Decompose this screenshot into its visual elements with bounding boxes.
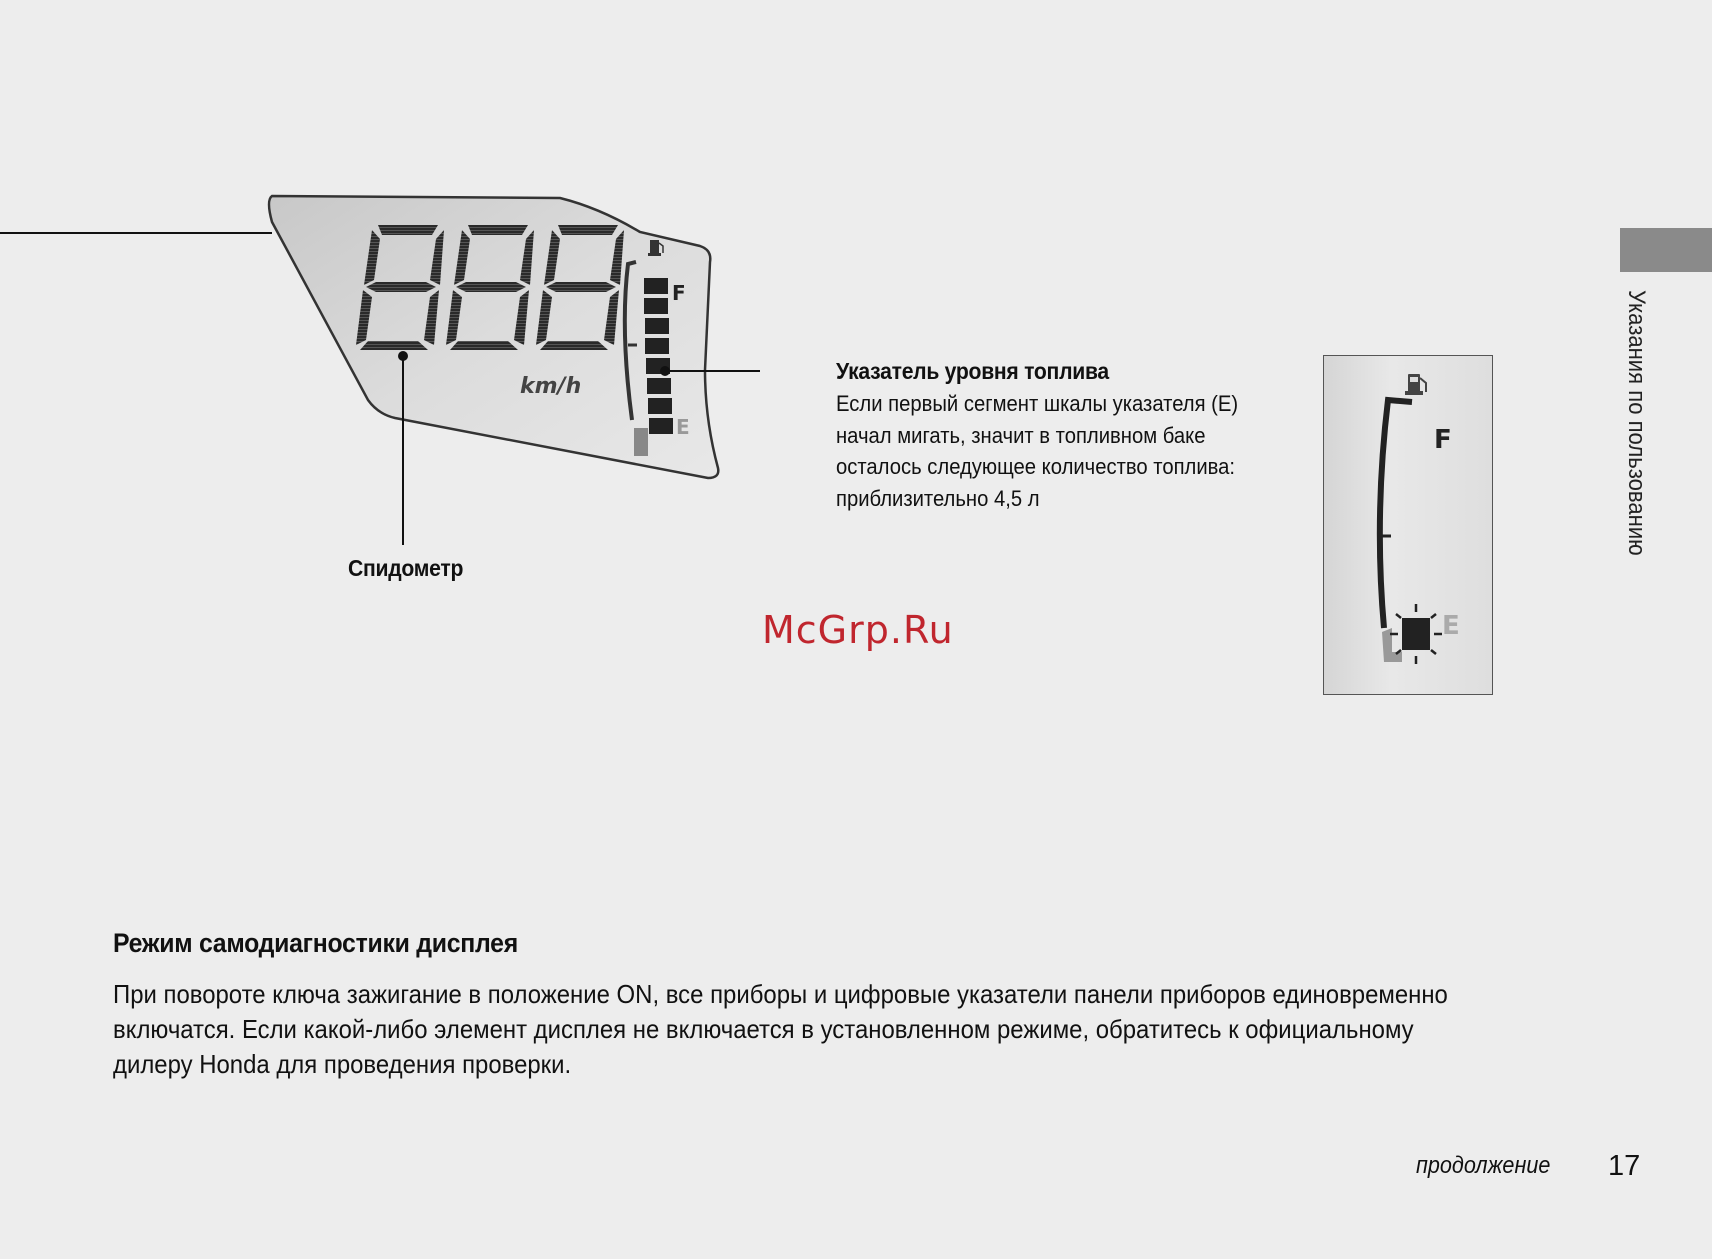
fuel-gauge-text	[836, 388, 1268, 514]
lcd-frame	[269, 196, 718, 478]
fuel-line: приблизительно 4,5 л	[836, 485, 1040, 511]
lcd-fuel-first-segment	[634, 428, 648, 456]
section-tab	[1620, 228, 1712, 272]
self-diagnosis-text	[113, 977, 1493, 1082]
body-line: дилеру Honda для проведения проверки.	[113, 1049, 572, 1079]
watermark: McGrp.Ru	[762, 608, 954, 652]
fuel-pump-icon	[1405, 374, 1426, 395]
continuation-note: продолжение	[1416, 1152, 1551, 1179]
fuel-line: Если первый сегмент шкалы указателя (E)	[836, 391, 1239, 416]
body-line: При повороте ключа зажигание в положение ON, все приборы и цифровые указатели панели приборов единовременно	[113, 979, 1448, 1009]
fuel-gauge-title: Указатель уровня топлива	[836, 358, 1109, 384]
detail-fuel-f: F	[1434, 425, 1452, 455]
fuel-gauge-detail	[1323, 355, 1493, 695]
body-line: включатся. Если какой-либо элемент дисплея не включается в установленном режиме, обратитесь к официальному	[113, 1014, 1414, 1044]
speedometer-label: Спидометр	[348, 555, 464, 581]
page-number: 17	[1608, 1150, 1641, 1182]
detail-fuel-e: E	[1442, 611, 1460, 641]
lcd-fuel-f: F	[672, 281, 686, 305]
fuel-gauge-description	[836, 358, 1306, 514]
fuel-line: осталось следующее количество топлива:	[836, 454, 1236, 479]
speed-unit: km/h	[520, 374, 582, 399]
self-diagnosis-title: Режим самодиагностики дисплея	[113, 928, 518, 958]
fuel-line: начал мигать, значит в топливном баке	[836, 422, 1206, 448]
lcd-fuel-e: E	[676, 415, 690, 439]
section-tab-title: Указания по пользованию	[1623, 290, 1650, 556]
fuel-scale-arc	[1380, 400, 1412, 628]
speedometer-illustration	[0, 0, 760, 600]
